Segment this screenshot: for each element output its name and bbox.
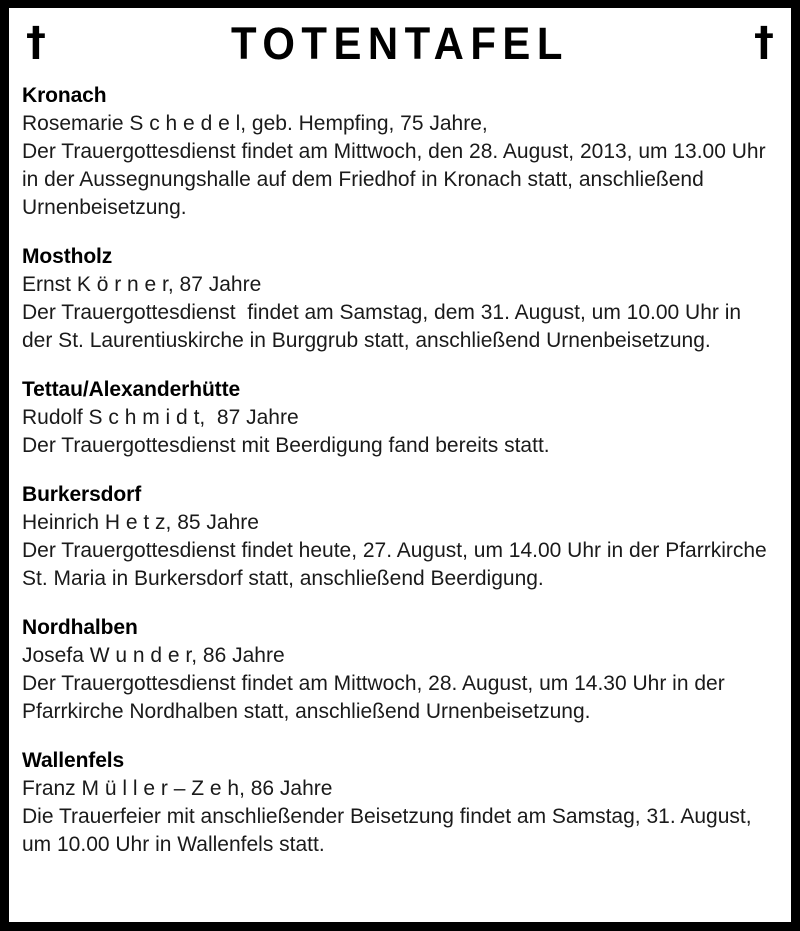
obituary-entry xyxy=(22,614,778,726)
entry-person: Franz M ü l l e r – Z e h, 86 Jahre xyxy=(22,777,333,800)
entry-place: Burkersdorf xyxy=(22,483,142,506)
obituary-entry-list xyxy=(22,82,778,859)
page-title xyxy=(22,18,778,69)
obituary-entry xyxy=(22,481,778,593)
entry-details: Der Trauergottesdienst findet heute, 27. August, um 14.00 Uhr in der Pfarrkirche St. Maria in Burkersdorf statt, anschließend Beerdigung. xyxy=(22,539,773,590)
entry-place: Kronach xyxy=(22,84,107,107)
entry-person: Josefa W u n d e r, 86 Jahre xyxy=(22,644,285,667)
entry-person: Heinrich H e t z, 85 Jahre xyxy=(22,511,259,534)
entry-person: Rosemarie S c h e d e l, geb. Hempfing, 75 Jahre, xyxy=(22,112,488,135)
entry-place: Mostholz xyxy=(22,245,113,268)
entry-details: Der Trauergottesdienst findet am Mittwoch, den 28. August, 2013, um 13.00 Uhr in der Aussegnungshalle auf dem Friedhof in Kronach statt, anschließend Urnenbeisetzung. xyxy=(22,140,772,219)
cross-icon-left: † xyxy=(26,18,46,65)
obituary-notice-sheet xyxy=(9,8,791,922)
entry-place: Nordhalben xyxy=(22,616,138,639)
obituary-entry xyxy=(22,747,778,859)
page-title-text: TOTENTAFEL xyxy=(231,18,569,69)
obituary-entry xyxy=(22,82,778,222)
entry-person: Ernst K ö r n e r, 87 Jahre xyxy=(22,273,262,296)
obituary-entry xyxy=(22,376,778,460)
entry-details: Der Trauergottesdienst findet am Mittwoch, 28. August, um 14.30 Uhr in der Pfarrkirche Nordhalben statt, anschließend Urnenbeisetzung. xyxy=(22,672,731,723)
entry-person: Rudolf S c h m i d t, 87 Jahre xyxy=(22,406,299,429)
entry-place: Tettau/Alexanderhütte xyxy=(22,378,241,401)
obituary-entry xyxy=(22,243,778,355)
entry-details: Die Trauerfeier mit anschließender Beisetzung findet am Samstag, 31. August, um 10.00 Uhr in Wallenfels statt. xyxy=(22,805,758,856)
entry-place: Wallenfels xyxy=(22,749,125,772)
entry-details: Der Trauergottesdienst findet am Samstag, dem 31. August, um 10.00 Uhr in der St. Laurentiuskirche in Burggrub statt, anschließend Urnenbeisetzung. xyxy=(22,301,747,352)
entry-details: Der Trauergottesdienst mit Beerdigung fand bereits statt. xyxy=(22,434,550,457)
cross-icon-right: † xyxy=(754,18,774,65)
